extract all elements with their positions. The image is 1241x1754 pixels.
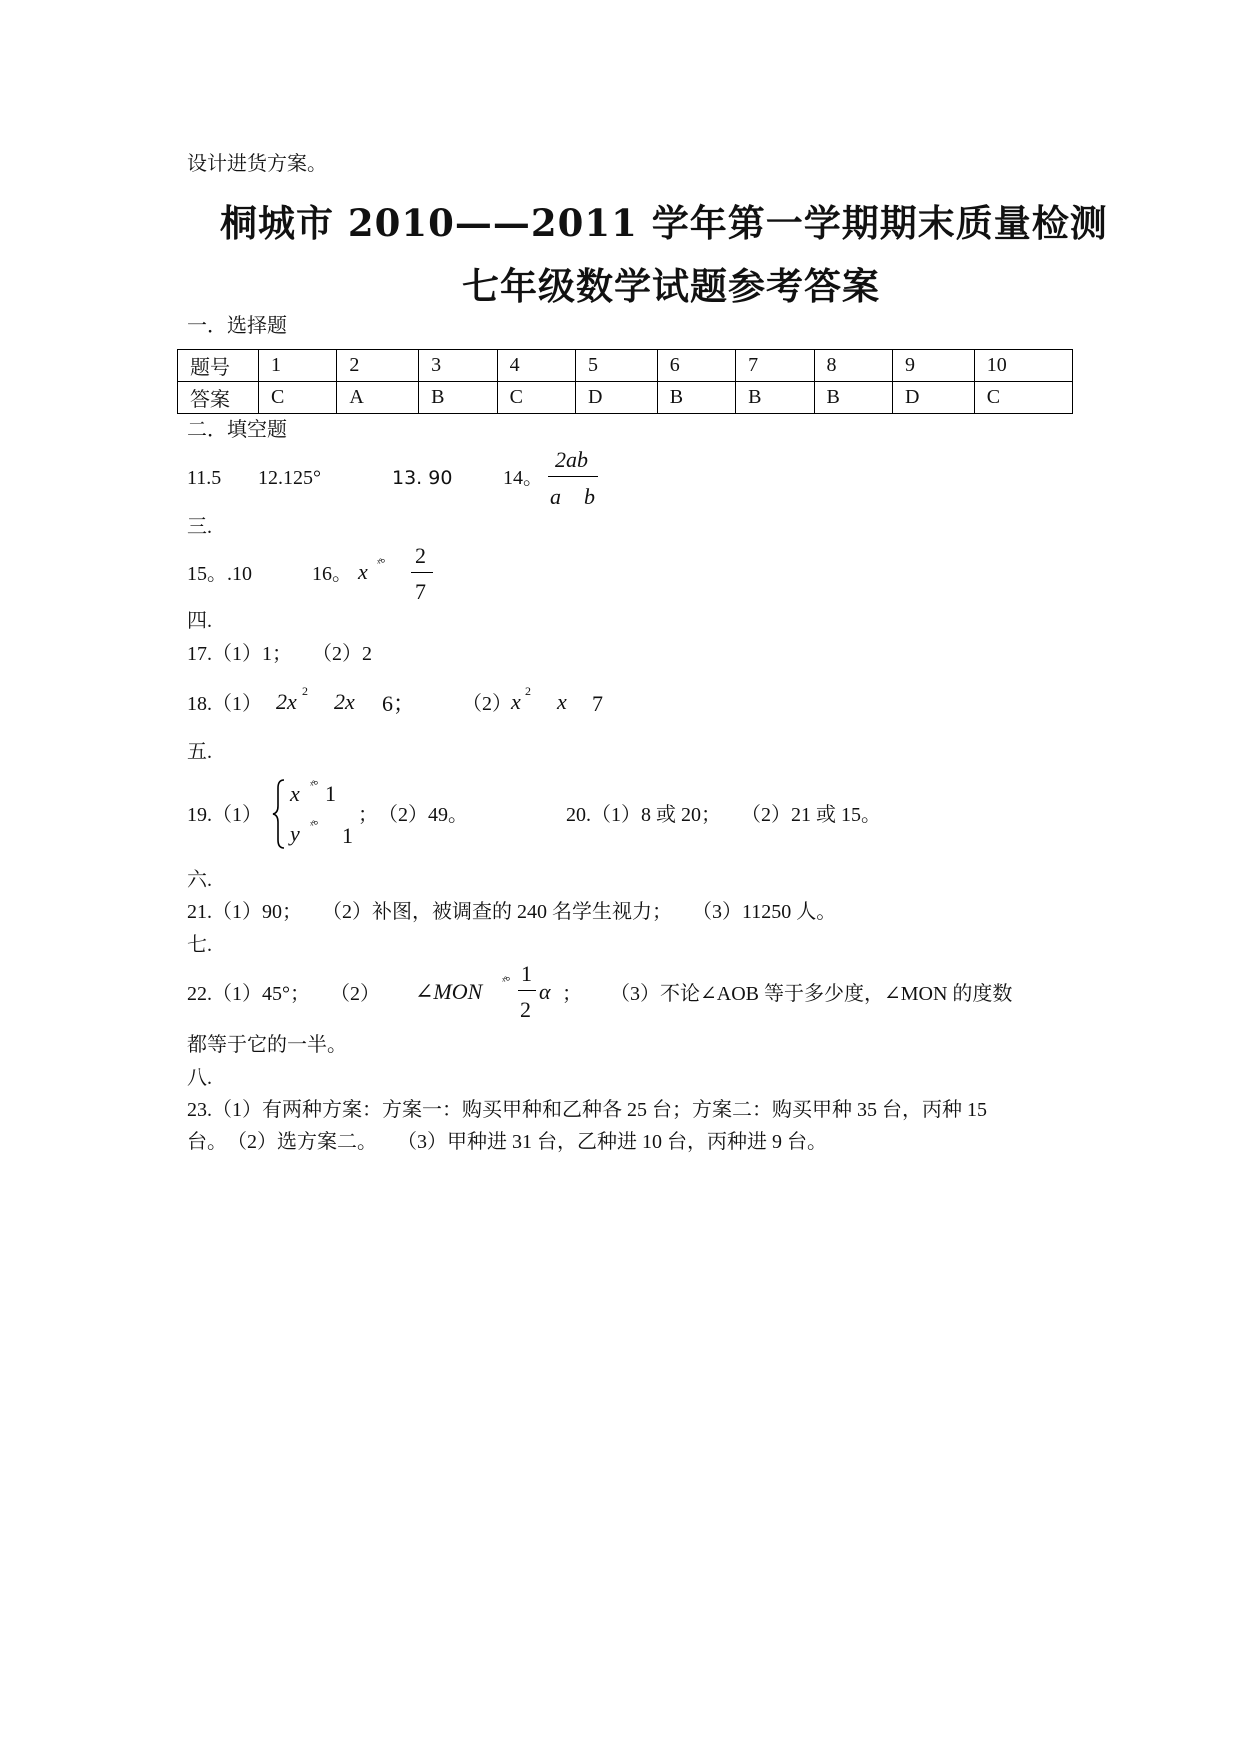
answer-16-variable: x (358, 559, 368, 584)
answer-22-line-2: 都等于它的一半。 (187, 1034, 347, 1056)
answer-12: 12.125° (258, 467, 321, 489)
answer-14-numerator: 2ab (555, 447, 588, 472)
table-cell: 1 (259, 350, 337, 382)
answer-18-term-5: x (557, 689, 567, 714)
intro-line: 设计进货方案。 (187, 153, 327, 175)
page-title: 桐城市 2010——2011 学年第一学期期末质量检测 (220, 201, 1108, 245)
system-y: y (290, 821, 300, 846)
table-cell: A (337, 382, 419, 414)
table-cell: B (657, 382, 735, 414)
table-cell: B (419, 382, 497, 414)
answer-23-line-2: 台。 （2）选方案二。 （3）甲种进 31 台，乙种进 10 台，丙种进 9 台。 (187, 1131, 827, 1153)
table-cell: 题号 (178, 350, 259, 382)
section-2-heading: 二．填空题 (187, 419, 287, 441)
answer-11: 11.5 (187, 467, 222, 489)
table-cell: 4 (497, 350, 575, 382)
answer-22-numerator: 1 (521, 961, 532, 986)
table-cell: 8 (814, 350, 892, 382)
system-x-value: 1 (325, 781, 336, 806)
answer-18-term-1: 2x (276, 689, 297, 714)
answer-19-label: 19.（1） (187, 804, 262, 826)
exponent: 2 (525, 684, 531, 698)
answer-15: 15。.10 (187, 563, 252, 585)
answer-16-denominator: 7 (415, 579, 426, 604)
section-7-heading: 七. (187, 934, 212, 956)
table-cell: D (892, 382, 974, 414)
table-cell: C (259, 382, 337, 414)
exponent: 2 (302, 684, 308, 698)
table-cell: C (974, 382, 1072, 414)
fraction-bar (411, 572, 433, 573)
equals-glyph: ˣ̊° (502, 974, 511, 988)
table-cell: 5 (575, 350, 657, 382)
semicolon: ； (562, 983, 582, 1005)
table-cell: 答案 (178, 382, 259, 414)
table-cell: 3 (419, 350, 497, 382)
answer-16-label: 16。 (312, 563, 352, 585)
table-cell: 7 (736, 350, 814, 382)
answer-14-denominator-b: b (584, 484, 595, 509)
table-cell: D (575, 382, 657, 414)
angle-mon: ∠MON (415, 979, 483, 1004)
answer-14-denominator-a: a (550, 484, 561, 509)
equals-glyph: ˣ̊° (377, 556, 386, 570)
answer-22-denominator: 2 (520, 997, 531, 1022)
fraction-bar (548, 476, 598, 477)
section-1-heading: 一．选择题 (187, 315, 287, 337)
section-8-heading: 八. (187, 1067, 212, 1089)
answer-16-numerator: 2 (415, 543, 426, 568)
table-cell: 6 (657, 350, 735, 382)
equals-glyph: ˣ̊° (310, 778, 319, 792)
section-5-heading: 五. (187, 741, 212, 763)
answer-18-term-6: 7 (592, 691, 603, 716)
page-subtitle: 七年级数学试题参考答案 (462, 264, 880, 308)
answer-18-term-4: x (511, 689, 521, 714)
table-cell: B (814, 382, 892, 414)
answer-21: 21.（1）90； （2）补图，被调查的 240 名学生视力； （3）11250 人。 (187, 901, 837, 923)
table-cell: B (736, 382, 814, 414)
answer-23-line-1: 23.（1）有两种方案：方案一：购买甲种和乙种各 25 台；方案二：购买甲种 35 台，丙种 15 (187, 1099, 987, 1121)
table-cell: 9 (892, 350, 974, 382)
brace-icon (270, 778, 290, 850)
section-3-heading: 三. (187, 516, 212, 538)
answer-18-label: 18.（1） (187, 693, 262, 715)
table-row (178, 350, 1073, 382)
table-cell: C (497, 382, 575, 414)
answer-18-term-3: 6； (382, 691, 416, 716)
system-y-value: 1 (342, 823, 353, 848)
table-cell: 2 (337, 350, 419, 382)
equals-glyph: ˣ̊° (310, 818, 319, 832)
fraction-bar (518, 990, 536, 991)
system-x: x (290, 781, 300, 806)
answer-table (177, 349, 1073, 414)
answer-19-rest: ； （2）49。 (358, 804, 468, 826)
answer-17: 17.（1）1； （2）2 (187, 643, 372, 665)
answer-20: 20.（1）8 或 20； （2）21 或 15。 (566, 804, 881, 826)
answer-14-label: 14。 (503, 467, 543, 489)
table-row (178, 382, 1073, 414)
answer-13: 13. 90 (392, 467, 453, 489)
answer-18-term-2: 2x (334, 689, 355, 714)
table-cell: 10 (974, 350, 1072, 382)
answer-18-label-2: （2） (462, 693, 512, 715)
alpha-symbol: α (539, 979, 551, 1004)
section-4-heading: 四. (187, 610, 212, 632)
answer-22-label: 22.（1）45°； （2） (187, 983, 380, 1005)
answer-22-rest: （3）不论∠AOB 等于多少度，∠MON 的度数 (610, 983, 1013, 1005)
section-6-heading: 六. (187, 869, 212, 891)
